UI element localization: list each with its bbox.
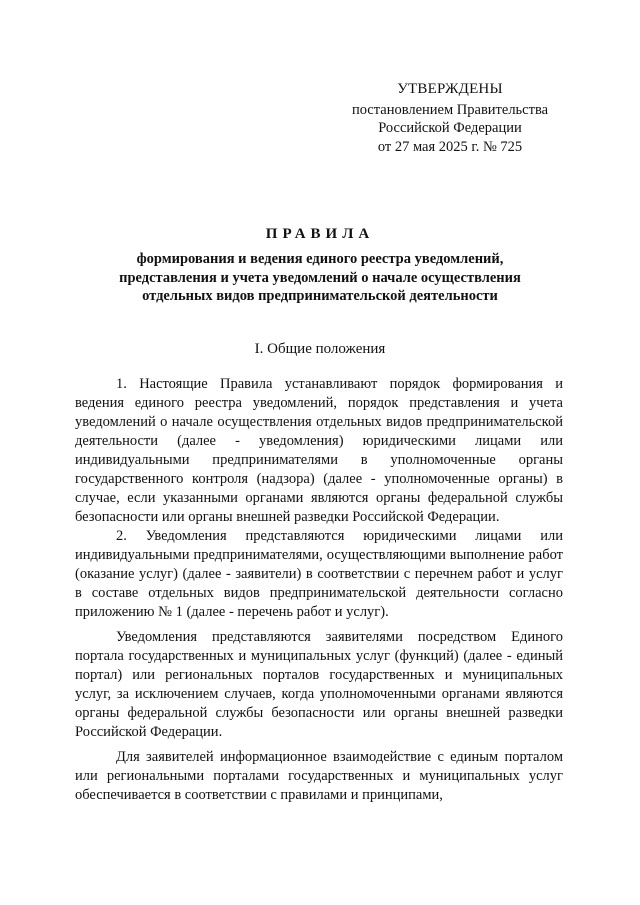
paragraph: Для заявителей информационное взаимодействие с единым порталом или региональными порталами государственных и муниципальных услуг обеспечивается в соответствии с правилами и принципами, bbox=[75, 749, 563, 803]
subtitle-line-2: представления и учета уведомлений о начале осуществления bbox=[119, 269, 521, 286]
paragraph: 1. Настоящие Правила устанавливают порядок формирования и ведения единого реестра уведомлений, порядок представления и учета уведомлений о начале осуществления отдельных видов предпринимательской деятельности (далее - уведомления) юридическими лицами или индивидуальными предпринимателями в уполномоченные органы государственного контроля (надзора) (далее - уполномоченные органы) в случае, если указанными органами являются органы федеральной службы безопасности или органы внешней разведки Российской Федерации. bbox=[75, 376, 563, 525]
document-subtitle bbox=[80, 250, 560, 306]
document-body bbox=[75, 375, 563, 805]
approval-word: УТВЕРЖДЕНЫ bbox=[397, 81, 503, 97]
subtitle-line-1: формирования и ведения единого реестра уведомлений, bbox=[136, 251, 504, 267]
section-heading: I. Общие положения bbox=[254, 341, 386, 357]
approval-line-3: от 27 мая 2025 г. № 725 bbox=[377, 138, 523, 155]
approval-line-1: постановлением Правительства bbox=[351, 101, 549, 118]
document-title: ПРАВИЛА bbox=[265, 226, 375, 242]
approval-block bbox=[340, 80, 560, 156]
paragraph: Уведомления представляются заявителями посредством Единого портала государственных и муниципальных услуг (функций) (далее - единый портал) или региональных порталов государственных и муниципальных услуг, за исключением случаев, когда уполномоченными органами являются органы федеральной службы безопасности или органы внешней разведки Российской Федерации. bbox=[75, 629, 563, 740]
subtitle-line-3: отдельных видов предпринимательской деятельности bbox=[142, 288, 498, 304]
paragraph: 2. Уведомления представляются юридическими лицами или индивидуальными предпринимателями, осуществляющими выполнение работ (оказание услуг) (далее - заявители) в соответствии с перечнем работ и услуг в составе отдельных видов предпринимательской деятельности согласно приложению № 1 (далее - перечень работ и услуг). bbox=[75, 528, 563, 620]
approval-line-2: Российской Федерации bbox=[378, 120, 522, 136]
